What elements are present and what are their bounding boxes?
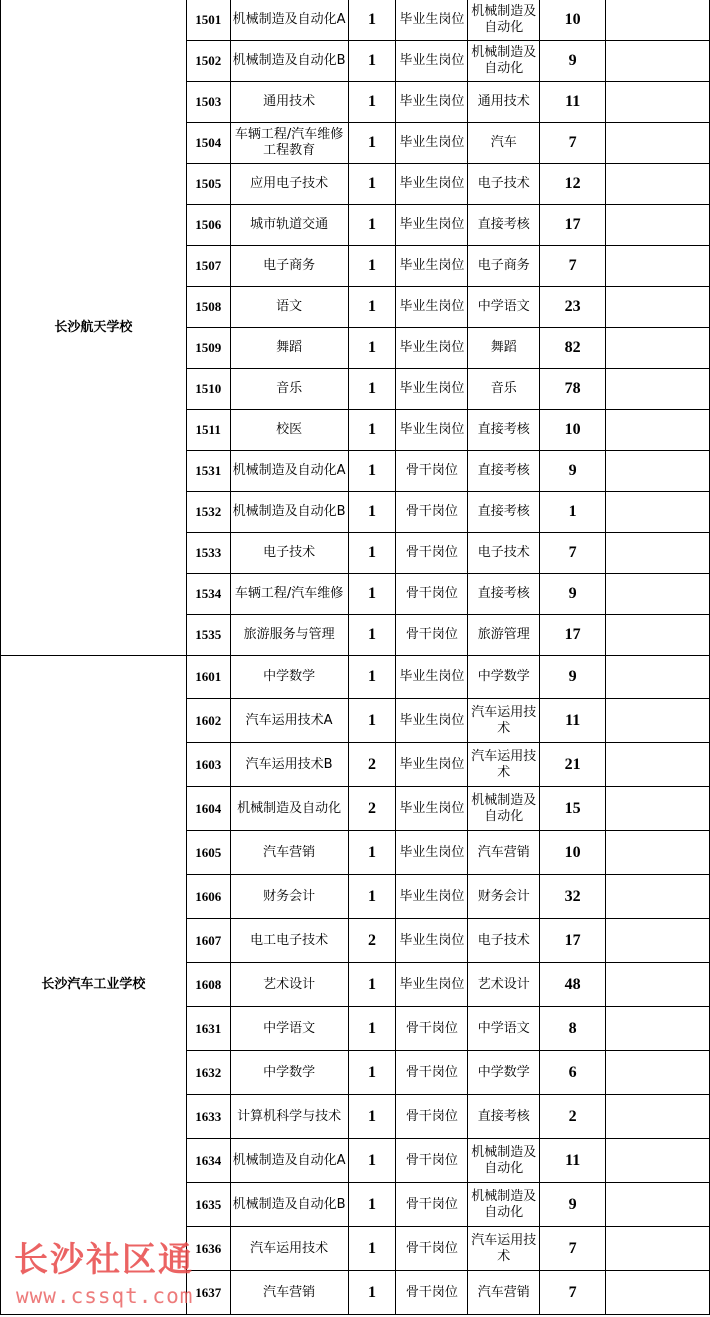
position-code-cell: 1510 — [186, 369, 230, 410]
position-type-cell: 毕业生岗位 — [396, 164, 468, 205]
exam-subject-cell: 机械制造及自动化 — [468, 1139, 540, 1183]
school-name-cell: 长沙汽车工业学校 — [1, 656, 187, 1315]
headcount-cell: 1 — [348, 1051, 396, 1095]
major-cell: 车辆工程/汽车维修 — [230, 574, 348, 615]
position-code-cell: 1607 — [186, 919, 230, 963]
position-code-cell: 1535 — [186, 615, 230, 656]
exam-subject-cell: 汽车运用技术 — [468, 1227, 540, 1271]
position-type-cell: 骨干岗位 — [396, 615, 468, 656]
major-cell: 汽车运用技术 — [230, 1227, 348, 1271]
headcount-cell: 1 — [348, 369, 396, 410]
exam-subject-cell: 直接考核 — [468, 410, 540, 451]
major-cell: 汽车运用技术A — [230, 699, 348, 743]
headcount-cell: 1 — [348, 123, 396, 164]
position-code-cell: 1632 — [186, 1051, 230, 1095]
headcount-cell: 1 — [348, 41, 396, 82]
applicant-count-cell: 23 — [540, 287, 606, 328]
headcount-cell: 1 — [348, 246, 396, 287]
position-type-cell: 骨干岗位 — [396, 1183, 468, 1227]
remarks-cell — [606, 1095, 710, 1139]
major-cell: 机械制造及自动化B — [230, 1183, 348, 1227]
exam-subject-cell: 直接考核 — [468, 1095, 540, 1139]
position-code-cell: 1511 — [186, 410, 230, 451]
applicant-count-cell: 32 — [540, 875, 606, 919]
position-type-cell: 毕业生岗位 — [396, 369, 468, 410]
position-code-cell: 1505 — [186, 164, 230, 205]
position-code-cell: 1509 — [186, 328, 230, 369]
position-type-cell: 毕业生岗位 — [396, 41, 468, 82]
remarks-cell — [606, 123, 710, 164]
position-type-cell: 毕业生岗位 — [396, 831, 468, 875]
position-type-cell: 骨干岗位 — [396, 1095, 468, 1139]
applicant-count-cell: 9 — [540, 574, 606, 615]
remarks-cell — [606, 1007, 710, 1051]
position-code-cell: 1501 — [186, 0, 230, 41]
exam-subject-cell: 音乐 — [468, 369, 540, 410]
position-type-cell: 毕业生岗位 — [396, 787, 468, 831]
remarks-cell — [606, 1271, 710, 1315]
major-cell: 应用电子技术 — [230, 164, 348, 205]
major-cell: 汽车营销 — [230, 1271, 348, 1315]
exam-subject-cell: 直接考核 — [468, 574, 540, 615]
exam-subject-cell: 电子技术 — [468, 533, 540, 574]
headcount-cell: 1 — [348, 831, 396, 875]
position-type-cell: 毕业生岗位 — [396, 0, 468, 41]
applicant-count-cell: 7 — [540, 123, 606, 164]
position-code-cell: 1533 — [186, 533, 230, 574]
exam-subject-cell: 中学语文 — [468, 1007, 540, 1051]
position-code-cell: 1634 — [186, 1139, 230, 1183]
applicant-count-cell: 21 — [540, 743, 606, 787]
position-type-cell: 毕业生岗位 — [396, 875, 468, 919]
position-code-cell: 1508 — [186, 287, 230, 328]
exam-subject-cell: 机械制造及自动化 — [468, 41, 540, 82]
position-code-cell: 1603 — [186, 743, 230, 787]
position-code-cell: 1635 — [186, 1183, 230, 1227]
applicant-count-cell: 11 — [540, 1139, 606, 1183]
position-type-cell: 骨干岗位 — [396, 1271, 468, 1315]
applicant-count-cell: 11 — [540, 82, 606, 123]
remarks-cell — [606, 574, 710, 615]
remarks-cell — [606, 205, 710, 246]
remarks-cell — [606, 369, 710, 410]
position-type-cell: 毕业生岗位 — [396, 328, 468, 369]
headcount-cell: 2 — [348, 743, 396, 787]
exam-subject-cell: 汽车运用技术 — [468, 699, 540, 743]
major-cell: 机械制造及自动化B — [230, 492, 348, 533]
remarks-cell — [606, 831, 710, 875]
remarks-cell — [606, 656, 710, 699]
remarks-cell — [606, 287, 710, 328]
headcount-cell: 1 — [348, 615, 396, 656]
major-cell: 中学数学 — [230, 1051, 348, 1095]
remarks-cell — [606, 787, 710, 831]
applicant-count-cell: 12 — [540, 164, 606, 205]
exam-subject-cell: 机械制造及自动化 — [468, 787, 540, 831]
exam-subject-cell: 直接考核 — [468, 205, 540, 246]
major-cell: 电子商务 — [230, 246, 348, 287]
school-name-cell: 长沙航天学校 — [1, 0, 187, 656]
major-cell: 汽车运用技术B — [230, 743, 348, 787]
headcount-cell: 1 — [348, 963, 396, 1007]
exam-subject-cell: 中学数学 — [468, 656, 540, 699]
major-cell: 机械制造及自动化 — [230, 787, 348, 831]
remarks-cell — [606, 164, 710, 205]
headcount-cell: 1 — [348, 656, 396, 699]
position-code-cell: 1601 — [186, 656, 230, 699]
position-code-cell: 1502 — [186, 41, 230, 82]
applicant-count-cell: 82 — [540, 328, 606, 369]
applicant-count-cell: 17 — [540, 615, 606, 656]
exam-subject-cell: 汽车 — [468, 123, 540, 164]
position-type-cell: 骨干岗位 — [396, 1139, 468, 1183]
major-cell: 电工电子技术 — [230, 919, 348, 963]
remarks-cell — [606, 533, 710, 574]
headcount-cell: 1 — [348, 328, 396, 369]
position-type-cell: 骨干岗位 — [396, 533, 468, 574]
position-type-cell: 毕业生岗位 — [396, 82, 468, 123]
position-type-cell: 毕业生岗位 — [396, 699, 468, 743]
major-cell: 语文 — [230, 287, 348, 328]
headcount-cell: 1 — [348, 1095, 396, 1139]
position-code-cell: 1532 — [186, 492, 230, 533]
remarks-cell — [606, 1227, 710, 1271]
exam-subject-cell: 艺术设计 — [468, 963, 540, 1007]
position-type-cell: 毕业生岗位 — [396, 123, 468, 164]
remarks-cell — [606, 492, 710, 533]
major-cell: 音乐 — [230, 369, 348, 410]
headcount-cell: 1 — [348, 164, 396, 205]
headcount-cell: 1 — [348, 1183, 396, 1227]
position-type-cell: 毕业生岗位 — [396, 743, 468, 787]
headcount-cell: 1 — [348, 0, 396, 41]
headcount-cell: 1 — [348, 82, 396, 123]
table-row — [1, 0, 710, 41]
remarks-cell — [606, 410, 710, 451]
remarks-cell — [606, 246, 710, 287]
exam-subject-cell: 汽车营销 — [468, 831, 540, 875]
position-code-cell: 1631 — [186, 1007, 230, 1051]
major-cell: 中学数学 — [230, 656, 348, 699]
remarks-cell — [606, 919, 710, 963]
position-type-cell: 骨干岗位 — [396, 492, 468, 533]
watermark-url: www.cssqt.com — [16, 1284, 194, 1308]
position-code-cell: 1608 — [186, 963, 230, 1007]
remarks-cell — [606, 82, 710, 123]
table-row — [1, 656, 710, 699]
position-type-cell: 毕业生岗位 — [396, 287, 468, 328]
applicant-count-cell: 7 — [540, 1271, 606, 1315]
watermark-title: 长沙社区通 — [14, 1240, 194, 1280]
applicant-count-cell: 9 — [540, 41, 606, 82]
remarks-cell — [606, 615, 710, 656]
major-cell: 舞蹈 — [230, 328, 348, 369]
position-code-cell: 1504 — [186, 123, 230, 164]
major-cell: 财务会计 — [230, 875, 348, 919]
headcount-cell: 1 — [348, 410, 396, 451]
headcount-cell: 1 — [348, 492, 396, 533]
major-cell: 机械制造及自动化A — [230, 451, 348, 492]
applicant-count-cell: 9 — [540, 451, 606, 492]
exam-subject-cell: 汽车运用技术 — [468, 743, 540, 787]
headcount-cell: 1 — [348, 1271, 396, 1315]
remarks-cell — [606, 1051, 710, 1095]
exam-subject-cell: 财务会计 — [468, 875, 540, 919]
major-cell: 车辆工程/汽车维修工程教育 — [230, 123, 348, 164]
major-cell: 机械制造及自动化A — [230, 0, 348, 41]
applicant-count-cell: 10 — [540, 0, 606, 41]
position-code-cell: 1507 — [186, 246, 230, 287]
exam-subject-cell: 电子技术 — [468, 164, 540, 205]
position-type-cell: 毕业生岗位 — [396, 246, 468, 287]
position-type-cell: 骨干岗位 — [396, 451, 468, 492]
headcount-cell: 1 — [348, 205, 396, 246]
applicant-count-cell: 10 — [540, 831, 606, 875]
major-cell: 机械制造及自动化A — [230, 1139, 348, 1183]
position-type-cell: 毕业生岗位 — [396, 205, 468, 246]
headcount-cell: 1 — [348, 1139, 396, 1183]
headcount-cell: 1 — [348, 875, 396, 919]
major-cell: 电子技术 — [230, 533, 348, 574]
exam-subject-cell: 电子商务 — [468, 246, 540, 287]
remarks-cell — [606, 1183, 710, 1227]
position-type-cell: 骨干岗位 — [396, 574, 468, 615]
remarks-cell — [606, 0, 710, 41]
position-type-cell: 毕业生岗位 — [396, 656, 468, 699]
headcount-cell: 1 — [348, 1007, 396, 1051]
major-cell: 校医 — [230, 410, 348, 451]
exam-subject-cell: 舞蹈 — [468, 328, 540, 369]
exam-subject-cell: 旅游管理 — [468, 615, 540, 656]
applicant-count-cell: 7 — [540, 1227, 606, 1271]
major-cell: 机械制造及自动化B — [230, 41, 348, 82]
headcount-cell: 2 — [348, 919, 396, 963]
major-cell: 汽车营销 — [230, 831, 348, 875]
headcount-cell: 1 — [348, 287, 396, 328]
position-type-cell: 骨干岗位 — [396, 1051, 468, 1095]
exam-subject-cell: 电子技术 — [468, 919, 540, 963]
position-code-cell: 1636 — [186, 1227, 230, 1271]
exam-subject-cell: 通用技术 — [468, 82, 540, 123]
exam-subject-cell: 直接考核 — [468, 492, 540, 533]
applicant-count-cell: 17 — [540, 919, 606, 963]
position-type-cell: 毕业生岗位 — [396, 963, 468, 1007]
exam-subject-cell: 中学语文 — [468, 287, 540, 328]
exam-subject-cell: 汽车营销 — [468, 1271, 540, 1315]
applicant-count-cell: 48 — [540, 963, 606, 1007]
applicant-count-cell: 9 — [540, 656, 606, 699]
headcount-cell: 1 — [348, 574, 396, 615]
remarks-cell — [606, 743, 710, 787]
position-code-cell: 1503 — [186, 82, 230, 123]
applicant-count-cell: 8 — [540, 1007, 606, 1051]
applicant-count-cell: 7 — [540, 533, 606, 574]
applicant-count-cell: 9 — [540, 1183, 606, 1227]
position-code-cell: 1633 — [186, 1095, 230, 1139]
applicant-count-cell: 10 — [540, 410, 606, 451]
applicant-count-cell: 2 — [540, 1095, 606, 1139]
exam-subject-cell: 机械制造及自动化 — [468, 0, 540, 41]
position-code-cell: 1602 — [186, 699, 230, 743]
position-code-cell: 1534 — [186, 574, 230, 615]
major-cell: 旅游服务与管理 — [230, 615, 348, 656]
exam-subject-cell: 机械制造及自动化 — [468, 1183, 540, 1227]
major-cell: 通用技术 — [230, 82, 348, 123]
major-cell: 艺术设计 — [230, 963, 348, 1007]
position-code-cell: 1605 — [186, 831, 230, 875]
major-cell: 城市轨道交通 — [230, 205, 348, 246]
position-code-cell: 1506 — [186, 205, 230, 246]
remarks-cell — [606, 41, 710, 82]
exam-subject-cell: 直接考核 — [468, 451, 540, 492]
site-watermark — [14, 1240, 224, 1310]
position-type-cell: 骨干岗位 — [396, 1227, 468, 1271]
major-cell: 计算机科学与技术 — [230, 1095, 348, 1139]
applicant-count-cell: 17 — [540, 205, 606, 246]
applicant-count-cell: 1 — [540, 492, 606, 533]
applicant-count-cell: 6 — [540, 1051, 606, 1095]
position-type-cell: 毕业生岗位 — [396, 919, 468, 963]
position-code-cell: 1637 — [186, 1271, 230, 1315]
major-cell: 中学语文 — [230, 1007, 348, 1051]
remarks-cell — [606, 699, 710, 743]
headcount-cell: 2 — [348, 787, 396, 831]
position-code-cell: 1606 — [186, 875, 230, 919]
position-code-cell: 1531 — [186, 451, 230, 492]
remarks-cell — [606, 451, 710, 492]
headcount-cell: 1 — [348, 1227, 396, 1271]
exam-subject-cell: 中学数学 — [468, 1051, 540, 1095]
applicant-count-cell: 11 — [540, 699, 606, 743]
remarks-cell — [606, 1139, 710, 1183]
remarks-cell — [606, 963, 710, 1007]
applicant-count-cell: 15 — [540, 787, 606, 831]
position-type-cell: 毕业生岗位 — [396, 410, 468, 451]
headcount-cell: 1 — [348, 451, 396, 492]
applicant-count-cell: 78 — [540, 369, 606, 410]
headcount-cell: 1 — [348, 699, 396, 743]
remarks-cell — [606, 875, 710, 919]
remarks-cell — [606, 328, 710, 369]
applicant-count-cell: 7 — [540, 246, 606, 287]
position-type-cell: 骨干岗位 — [396, 1007, 468, 1051]
headcount-cell: 1 — [348, 533, 396, 574]
position-code-cell: 1604 — [186, 787, 230, 831]
